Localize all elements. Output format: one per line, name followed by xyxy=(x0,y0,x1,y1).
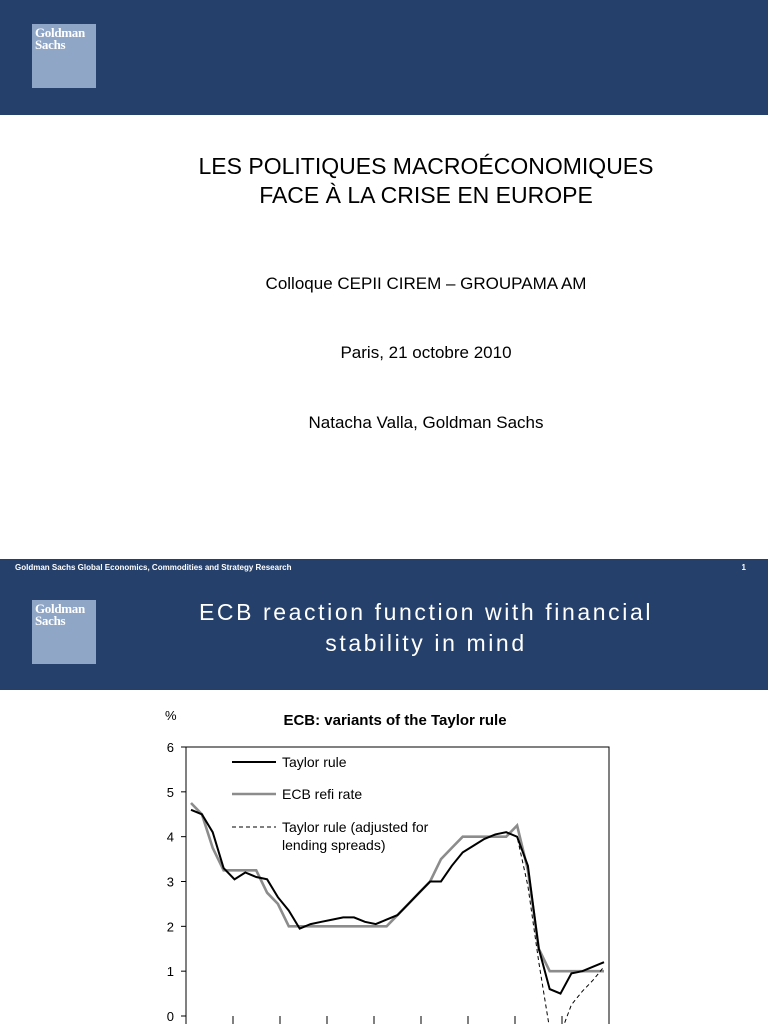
page-number: 1 xyxy=(741,563,746,572)
slide2-title-line-2: stability in mind xyxy=(325,630,527,656)
legend-label-2: Taylor rule (adjusted for xyxy=(282,819,429,835)
y-tick-label: 2 xyxy=(166,919,174,935)
chart-title: ECB: variants of the Taylor rule xyxy=(283,712,507,729)
plot-area xyxy=(167,740,609,1024)
goldman-sachs-logo: Goldman Sachs xyxy=(32,24,96,88)
goldman-sachs-logo: Goldman Sachs xyxy=(32,600,96,664)
slide1-date: Paris, 21 octobre 2010 xyxy=(340,343,512,362)
y-tick-label: 0 xyxy=(166,1009,174,1024)
footer-text: Goldman Sachs Global Economics, Commodities and Strategy Research xyxy=(15,563,292,572)
slide1-author: Natacha Valla, Goldman Sachs xyxy=(308,413,544,432)
slide2-title xyxy=(120,597,732,659)
legend-label-2: lending spreads) xyxy=(282,837,386,853)
title-line-1: LES POLITIQUES MACROÉCONOMIQUES xyxy=(198,153,654,179)
footer-bar xyxy=(0,559,768,576)
series-line-2 xyxy=(506,832,604,1024)
slide2-title-line-1: ECB reaction function with financial xyxy=(198,599,654,625)
slide1-subtitle: Colloque CEPII CIREM – GROUPAMA AM xyxy=(265,274,587,293)
slide1-header-band xyxy=(0,0,768,115)
y-axis-label: % xyxy=(165,708,177,723)
legend-label-0: Taylor rule xyxy=(282,754,347,770)
y-tick-label: 5 xyxy=(166,784,174,800)
legend-label-1: ECB refi rate xyxy=(282,786,363,802)
y-tick-label: 6 xyxy=(166,740,174,755)
slide1-title xyxy=(0,152,768,210)
series-line-0 xyxy=(191,810,604,994)
y-tick-label: 3 xyxy=(166,874,174,890)
y-tick-label: 4 xyxy=(166,829,174,845)
plot-frame xyxy=(186,747,609,1024)
taylor-rule-chart xyxy=(0,690,768,1024)
title-line-2: FACE À LA CRISE EN EUROPE xyxy=(259,182,593,208)
y-tick-label: 1 xyxy=(166,964,174,980)
